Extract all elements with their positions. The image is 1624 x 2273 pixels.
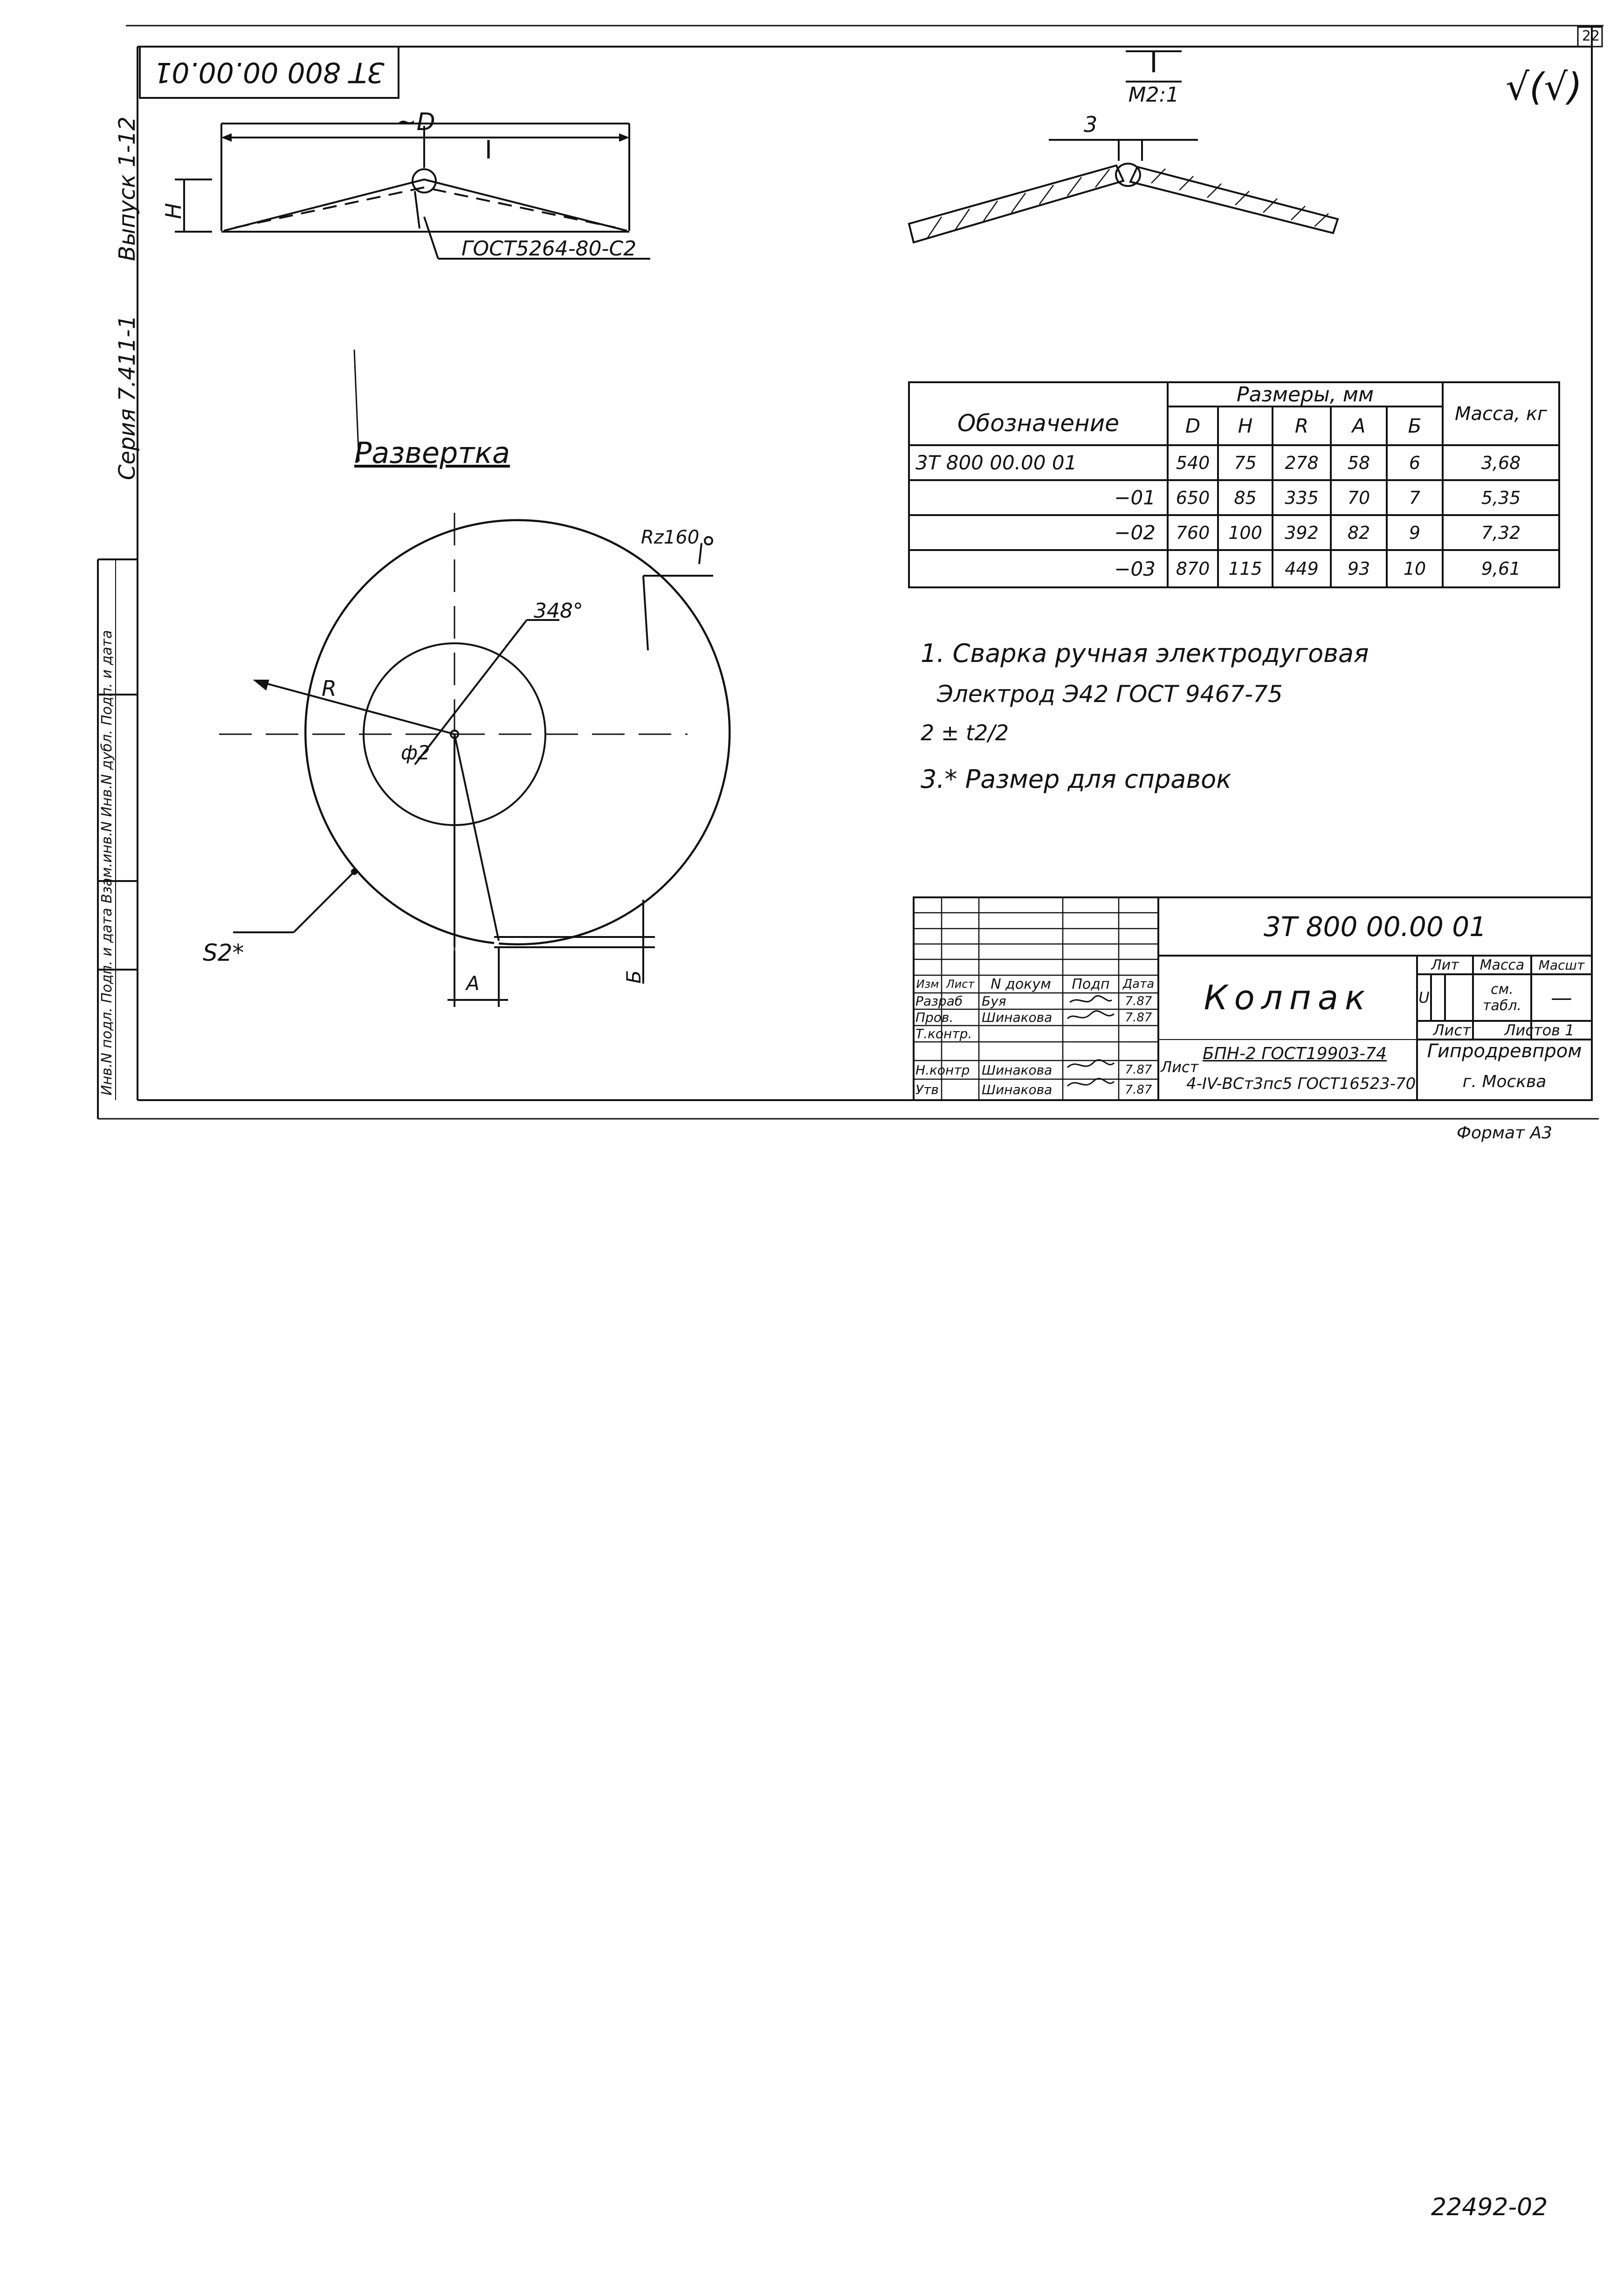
prov-name: Шинакова xyxy=(982,1010,1053,1025)
detail-callout-label: I xyxy=(485,135,492,165)
title-doc-code: 3T 800 00.00 01 xyxy=(1263,910,1487,943)
a-dim-label: A xyxy=(466,972,480,995)
table-header-dims: Размеры, мм xyxy=(1236,382,1374,406)
weld-gost-label: ГОСТ5264-80-С2 xyxy=(461,237,637,261)
row-a: 82 xyxy=(1347,522,1370,543)
format-label: Формат А3 xyxy=(1457,1123,1553,1143)
note-3: 3.* Размер для справок xyxy=(921,765,1232,794)
row-d: 760 xyxy=(1176,522,1210,543)
table-header-mass: Масса, кг xyxy=(1454,403,1548,425)
row-b: 6 xyxy=(1409,452,1421,473)
date-utv: 7.87 xyxy=(1125,1082,1152,1097)
row-h: 75 xyxy=(1234,452,1257,473)
razrab-name: Буя xyxy=(982,993,1006,1009)
title-material-prefix: Лист xyxy=(1161,1058,1199,1076)
row-h: 100 xyxy=(1228,522,1262,543)
table-header-b: Б xyxy=(1408,414,1422,437)
row-designation: −01 xyxy=(1114,486,1156,509)
note-1-line-1: 1. Сварка ручная электродуговая xyxy=(921,639,1369,668)
row-r: 335 xyxy=(1285,487,1319,508)
archive-number: 22492-02 xyxy=(1431,2193,1548,2221)
table-header-a: A xyxy=(1352,414,1366,437)
row-h: 115 xyxy=(1228,558,1262,579)
row-mass: 3,68 xyxy=(1481,452,1521,473)
roughness-label: Rz160 xyxy=(641,527,700,548)
title-mass-label: Масса xyxy=(1479,957,1525,973)
roughness-mark: √(√) xyxy=(1506,65,1583,109)
detail-title: I xyxy=(1149,47,1158,79)
row-prov: Пров. xyxy=(915,1010,954,1025)
table-header-h: H xyxy=(1238,414,1253,437)
page-number: 22 xyxy=(1582,28,1600,44)
inventory-labels: Инв.N подл. Подп. и дата Взам.инв.N Инв.N дубл. Подп. и дата xyxy=(99,630,115,1095)
col-izm: Изм xyxy=(916,978,939,991)
title-city: г. Москва xyxy=(1462,1072,1547,1091)
row-mass: 7,32 xyxy=(1481,522,1521,543)
row-razrab: Разраб xyxy=(915,993,963,1009)
row-designation: −03 xyxy=(1114,557,1156,580)
row-designation: −02 xyxy=(1114,521,1156,544)
note-2: 2 ± t2/2 xyxy=(921,720,1009,745)
row-d: 870 xyxy=(1176,558,1210,579)
row-r: 392 xyxy=(1285,522,1319,543)
table-header-r: R xyxy=(1294,414,1309,437)
row-d: 650 xyxy=(1176,487,1210,508)
row-a: 93 xyxy=(1347,558,1370,579)
vypusk-label: Выпуск 1-12 xyxy=(114,116,140,261)
row-h: 85 xyxy=(1234,487,1257,508)
date-nkontr: 7.87 xyxy=(1125,1063,1152,1077)
signatures xyxy=(1065,993,1116,1100)
title-mass-value: см. табл. xyxy=(1482,981,1522,1014)
title-material-line-2: 4-IV-ВСт3пс5 ГОСТ16523-70 xyxy=(1186,1075,1416,1093)
title-lit-value: U xyxy=(1418,989,1430,1006)
col-list: Лист xyxy=(946,978,975,991)
row-b: 10 xyxy=(1403,558,1426,579)
row-utv: Утв xyxy=(915,1082,939,1097)
row-d: 540 xyxy=(1176,452,1210,473)
stamp-code: 3T 800 00.00.01 xyxy=(154,56,385,89)
table-header-designation: Обозначение xyxy=(957,409,1119,437)
row-designation: 3T 800 00.00 01 xyxy=(915,451,1077,474)
row-nkontr: Н.контр xyxy=(915,1062,970,1078)
row-r: 278 xyxy=(1285,452,1319,473)
title-scale-value: — xyxy=(1551,985,1572,1010)
development-title: Развертка xyxy=(354,436,510,470)
radius-label: R xyxy=(322,676,337,701)
row-tkontr: Т.контр. xyxy=(915,1026,972,1041)
b-dim-label: Б xyxy=(622,970,645,984)
col-data: Дата xyxy=(1122,977,1155,991)
hole-label: ф2 xyxy=(401,741,430,764)
height-label: H xyxy=(161,203,186,219)
row-mass: 9,61 xyxy=(1481,558,1521,579)
title-lit-label: Лит xyxy=(1431,957,1459,973)
row-a: 70 xyxy=(1347,487,1370,508)
detail-gap-dim: 3 xyxy=(1084,112,1098,137)
row-a: 58 xyxy=(1347,452,1370,473)
title-part-name: Колпак xyxy=(1204,978,1372,1017)
row-mass: 5,35 xyxy=(1481,487,1521,508)
col-ndoc: N докум xyxy=(991,976,1051,992)
date-razrab: 7.87 xyxy=(1125,994,1152,1008)
col-podp: Подп xyxy=(1072,976,1110,992)
thickness-label: S2* xyxy=(203,939,244,966)
date-prov: 7.87 xyxy=(1125,1010,1152,1025)
row-b: 9 xyxy=(1409,522,1421,543)
detail-scale: М2:1 xyxy=(1128,83,1179,107)
title-sheets-label: Листов 1 xyxy=(1504,1021,1575,1039)
utv-name: Шинакова xyxy=(982,1082,1053,1097)
title-org: Гипродревпром xyxy=(1427,1040,1582,1062)
title-sheet-label: Лист xyxy=(1433,1021,1471,1039)
nkontr-name: Шинакова xyxy=(982,1062,1053,1078)
angle-label: 348° xyxy=(534,599,583,623)
title-material-line-1: БПН-2 ГОСТ19903-74 xyxy=(1203,1044,1387,1063)
series-label: Серия 7.411-1 xyxy=(114,315,140,480)
table-header-d: D xyxy=(1185,414,1201,437)
row-b: 7 xyxy=(1409,487,1421,508)
title-scale-label: Масшт xyxy=(1538,957,1585,973)
row-r: 449 xyxy=(1285,558,1319,579)
diameter-label: ~D xyxy=(396,108,435,136)
note-1-line-2: Электрод Э42 ГОСТ 9467-75 xyxy=(937,681,1283,708)
